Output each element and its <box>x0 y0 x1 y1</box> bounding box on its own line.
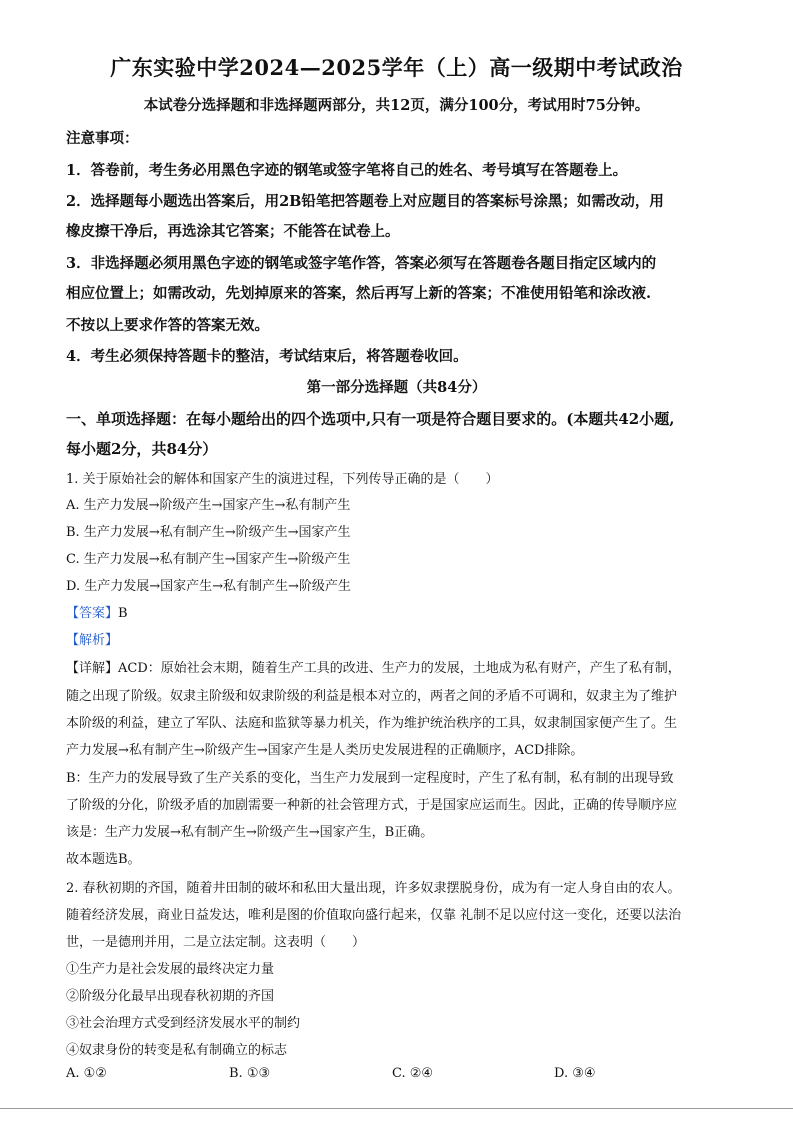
question-1-option-a: A. 生产力发展→阶级产生→国家产生→私有制产生 <box>66 498 351 513</box>
question-2-statement: ④奴隶身份的转变是私有制确立的标志 <box>66 1043 288 1058</box>
question-2-stem: 随着经济发展，商业日益发达，唯利是图的价值取向盛行起来，仅靠 礼制不足以应付这一变化，还要以法治 <box>66 908 682 923</box>
detail-tag: 【详解】 <box>66 661 119 676</box>
question-2-option-b: B. ①③ <box>229 1066 271 1081</box>
notice-line: 橡皮擦干净后，再选涂其它答案；不能答在试卷上。 <box>66 223 400 240</box>
section-heading: 一、单项选择题：在每小题给出的四个选项中,只有一项是符合题目要求的。(本题共42小题, <box>66 410 675 428</box>
answer-value: B <box>118 606 128 621</box>
question-2-option-d: D. ③④ <box>554 1066 596 1081</box>
question-1-analysis <box>66 629 118 648</box>
question-2-option-a: A. ①② <box>66 1066 107 1081</box>
exam-subtitle: 本试卷分选择题和非选择题两部分，共12页，满分100分，考试用时75分钟。 <box>143 97 650 114</box>
notice-line: 3．非选择题必须用黑色字迹的钢笔或签字笔作答，答案必须写在答题卷各题目指定区域内的 <box>66 255 657 272</box>
question-2-option-c: C. ②④ <box>392 1066 434 1081</box>
detail-text: ACD：原始社会末期，随着生产工具的改进、生产力的发展，土地成为私有财产，产生了私有制， <box>118 661 681 676</box>
question-2-stem: 世，一是德刑并用，二是立法定制。这表明（ ） <box>66 935 366 950</box>
question-2-statement: ②阶级分化最早出现春秋初期的齐国 <box>66 989 275 1004</box>
notice-line: 1．答卷前，考生务必用黑色字迹的钢笔或签字笔将自己的姓名、考号填写在答题卷上。 <box>66 162 628 179</box>
notice-line: 不按以上要求作答的答案无效。 <box>66 317 269 334</box>
question-2-stem: 2. 春秋初期的齐国，随着井田制的破坏和私田大量出现，许多奴隶摆脱身份，成为有一定人身自由的农人。 <box>66 881 681 896</box>
notice-line: 2．选择题每小题选出答案后，用2B铅笔把答题卷上对应题目的答案标号涂黑；如需改动，用 <box>66 193 664 210</box>
notice-line: 4．考生必须保持答题卡的整洁，考试结束后，将答题卷收回。 <box>66 348 468 365</box>
question-1-answer <box>66 602 128 621</box>
page-divider <box>0 1108 793 1109</box>
question-1-option-d: D. 生产力发展→国家产生→私有制产生→阶级产生 <box>66 579 351 594</box>
question-1-detail-line: B：生产力的发展导致了生产关系的变化，当生产力发展到一定程度时，产生了私有制，私有制的出现导致 <box>66 771 674 786</box>
question-1-conclusion: 故本题选B。 <box>66 852 141 867</box>
question-1-detail-line: 随之出现了阶级。奴隶主阶级和奴隶阶级的利益是根本对立的，两者之间的矛盾不可调和，奴隶主为了维护 <box>66 689 678 704</box>
part1-title: 第一部分选择题（共84分） <box>306 379 487 396</box>
question-1-option-c: C. 生产力发展→私有制产生→国家产生→阶级产生 <box>66 552 351 567</box>
notice-line: 相应位置上；如需改动，先划掉原来的答案，然后再写上新的答案；不准使用铅笔和涂改液. <box>66 285 652 302</box>
analysis-tag: 【解析】 <box>66 633 119 648</box>
question-2-options <box>66 1066 726 1086</box>
question-2-statement: ③社会治理方式受到经济发展水平的制约 <box>66 1016 301 1031</box>
question-1-detail-line: 该是：生产力发展→私有制产生→阶级产生→国家产生，B正确。 <box>66 825 434 840</box>
section-heading: 每小题2分，共84分） <box>66 440 218 458</box>
notice-heading: 注意事项： <box>66 130 139 147</box>
question-1-stem: 1. 关于原始社会的解体和国家产生的演进过程，下列传导正确的是（ ） <box>66 472 499 487</box>
question-1-detail-line: 本阶级的利益，建立了军队、法庭和监狱等暴力机关，作为维护统治秩序的工具，奴隶制国家便产生了。生 <box>66 716 678 731</box>
question-1-detail-line: 了阶级的分化，阶级矛盾的加剧需要一种新的社会管理方式，于是国家应运而生。因此，正确的传导顺序应 <box>66 798 678 813</box>
question-1-detail-line: 产力发展→私有制产生→阶级产生→国家产生是人类历史发展进程的正确顺序，ACD排除。 <box>66 743 584 758</box>
question-1-option-b: B. 生产力发展→私有制产生→阶级产生→国家产生 <box>66 525 351 540</box>
question-1-detail <box>66 657 681 676</box>
answer-tag: 【答案】 <box>66 606 119 621</box>
page-title: 广东实验中学2024—2025学年（上）高一级期中考试政治 <box>110 55 683 80</box>
question-2-statement: ①生产力是社会发展的最终决定力量 <box>66 962 275 977</box>
